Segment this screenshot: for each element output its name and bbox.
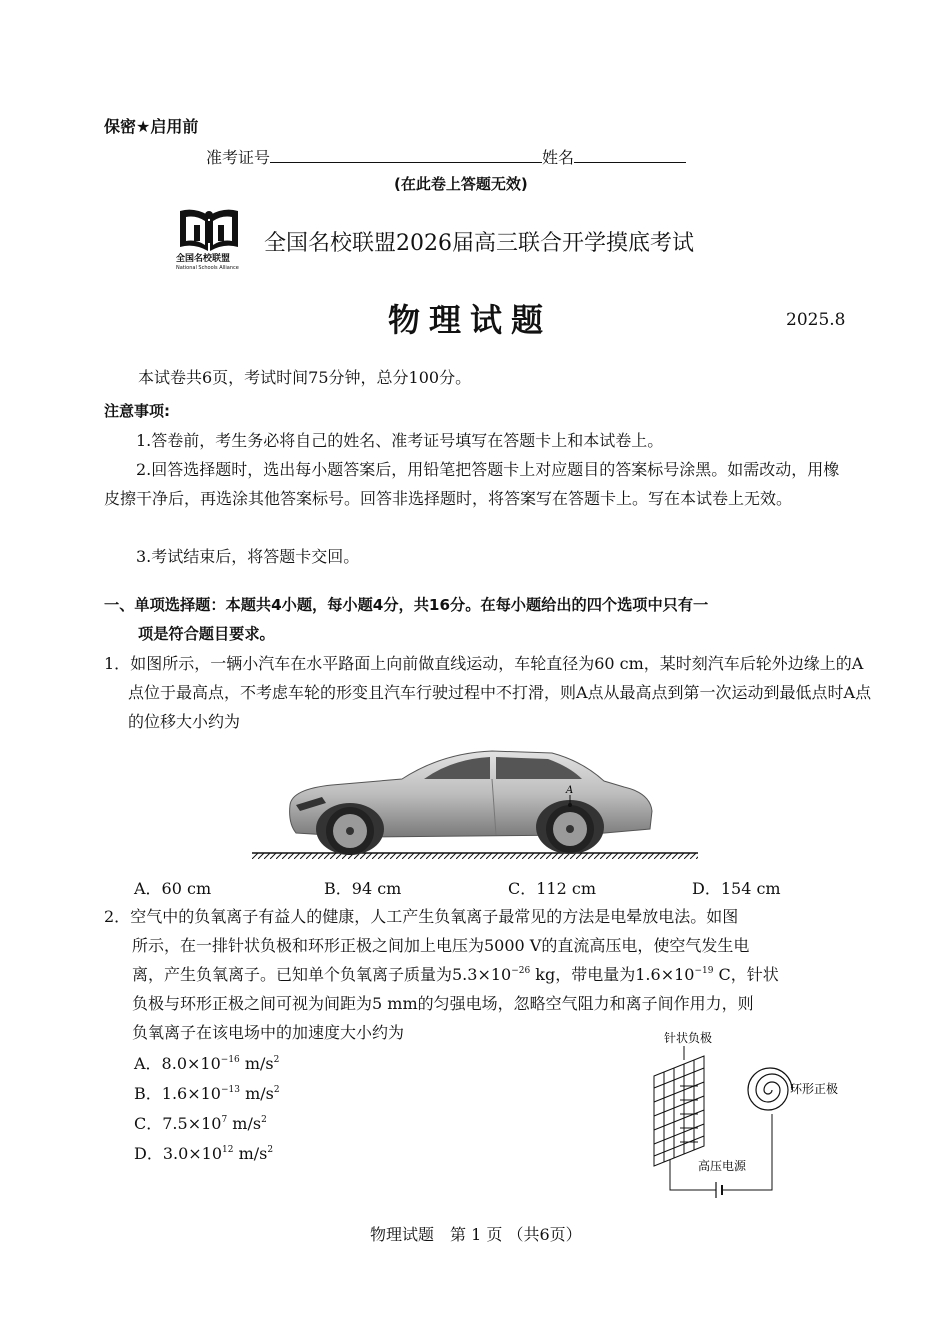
section1-heading-line1: 一、单项选择题：本题共4小题，每小题4分，共16分。在每小题给出的四个选项中只有一 bbox=[104, 596, 709, 614]
exam-date: 2025.8 bbox=[786, 310, 846, 330]
note-3: 3.考试结束后，将答题卡交回。 bbox=[136, 547, 360, 566]
name-label: 姓名 bbox=[542, 148, 575, 167]
q2-option-b[interactable]: B．$1.6\times 10^{-13}$ $m/s^2$ bbox=[134, 1084, 280, 1103]
car-figure bbox=[252, 745, 698, 863]
q1-option-a[interactable]: A．60 cm bbox=[134, 879, 212, 898]
q2-l3b: kg，带电量为1.6×10 bbox=[530, 965, 695, 984]
candidate-info-row bbox=[206, 145, 686, 168]
power-supply-label: 高压电源 bbox=[698, 1159, 747, 1173]
car-image bbox=[252, 745, 698, 863]
question-2-line4: 负极与环形正极之间可视为间距为5 mm的匀强电场，忽略空气阻力和离子间作用力，则 bbox=[132, 994, 754, 1013]
needle-electrode-label: 针状负极 bbox=[664, 1031, 713, 1045]
q2-option-c[interactable]: C．$7.5\times 10^7$ $m/s^2$ bbox=[134, 1114, 267, 1133]
note-1: 1.答卷前，考生务必将自己的姓名、准考证号填写在答题卡上和本试卷上。 bbox=[136, 431, 664, 450]
name-field-line[interactable] bbox=[574, 148, 686, 163]
q1-option-b[interactable]: B．94 cm bbox=[324, 879, 402, 898]
secret-label: 保密★启用前 bbox=[104, 117, 199, 136]
q1-option-c[interactable]: C．112 cm bbox=[508, 879, 597, 898]
exam-title: 全国名校联盟2026届高三联合开学摸底考试 bbox=[264, 231, 694, 256]
q2-option-d[interactable]: D．$3.0\times 10^{12}$ $m/s^2$ bbox=[134, 1144, 274, 1163]
exam-intro: 本试卷共6页，考试时间75分钟，总分100分。 bbox=[138, 368, 472, 387]
note-2: 2.回答选择题时，选出每小题答案后，用铅笔把答题卡上对应题目的答案标号涂黑。如需改动，用橡皮擦干净后，再选涂其他答案标号。回答非选择题时，将答案写在答题卡上。写在本试卷上无效。 bbox=[104, 460, 840, 508]
section1-heading-line2: 项是符合题目要求。 bbox=[138, 625, 275, 643]
ring-electrode bbox=[748, 1068, 792, 1110]
logo-name-cn: 全国名校联盟 bbox=[176, 254, 231, 264]
q2-l3c: C，针状 bbox=[713, 965, 779, 984]
page-footer: 物理试题 第 1 页 （共6页） bbox=[370, 1225, 582, 1244]
q2-l3a: 离，产生负氧离子。已知单个负氧离子质量为5.3×10 bbox=[132, 965, 512, 984]
question-2-line1: 空气中的负氧离子有益人的健康，人工产生负氧离子最常见的方法是电晕放电法。如图 bbox=[130, 907, 739, 926]
needle-grid bbox=[654, 1056, 704, 1166]
q2-charge-exp: −19 bbox=[694, 966, 714, 976]
q2-mass-exp: −26 bbox=[511, 966, 531, 976]
subject-title: 物理试题 bbox=[388, 301, 553, 339]
point-a-label: A bbox=[566, 785, 574, 796]
q1-option-d[interactable]: D．154 cm bbox=[692, 879, 781, 898]
ring-electrode-label: 环形正极 bbox=[790, 1082, 839, 1096]
question-2-line2: 所示，在一排针状负极和环形正极之间加上电压为5000 V的直流高压电，使空气发生电 bbox=[132, 936, 750, 955]
circuit-diagram bbox=[640, 1026, 860, 1198]
question-2-line5: 负氧离子在该电场中的加速度大小约为 bbox=[132, 1023, 405, 1042]
corona-discharge-figure bbox=[640, 1026, 860, 1198]
alliance-logo bbox=[172, 203, 246, 275]
q2-option-a[interactable]: A．$8.0\times 10^{-16}$ $m/s^2$ bbox=[134, 1054, 280, 1073]
question-2-line3 bbox=[104, 960, 779, 989]
id-label: 准考证号 bbox=[206, 148, 271, 167]
point-a-marker bbox=[568, 803, 572, 807]
question-1-number: 1． bbox=[104, 654, 131, 673]
invalid-note: (在此卷上答题无效) bbox=[394, 175, 528, 193]
notes-heading: 注意事项: bbox=[104, 402, 170, 420]
question-1-text: 如图所示，一辆小汽车在水平路面上向前做直线运动，车轮直径为60 cm，某时刻汽车后轮外边缘上的A点位于最高点，不考虑车轮的形变且汽车行驶过程中不打滑，则A点从最高点到第一次运动到最低点时A点的位移大小约为 bbox=[128, 654, 872, 731]
logo-name-en: National Schools Alliance bbox=[176, 265, 239, 271]
id-field-line[interactable] bbox=[270, 148, 542, 163]
question-2-number: 2． bbox=[104, 907, 131, 926]
question-1 bbox=[104, 649, 874, 736]
